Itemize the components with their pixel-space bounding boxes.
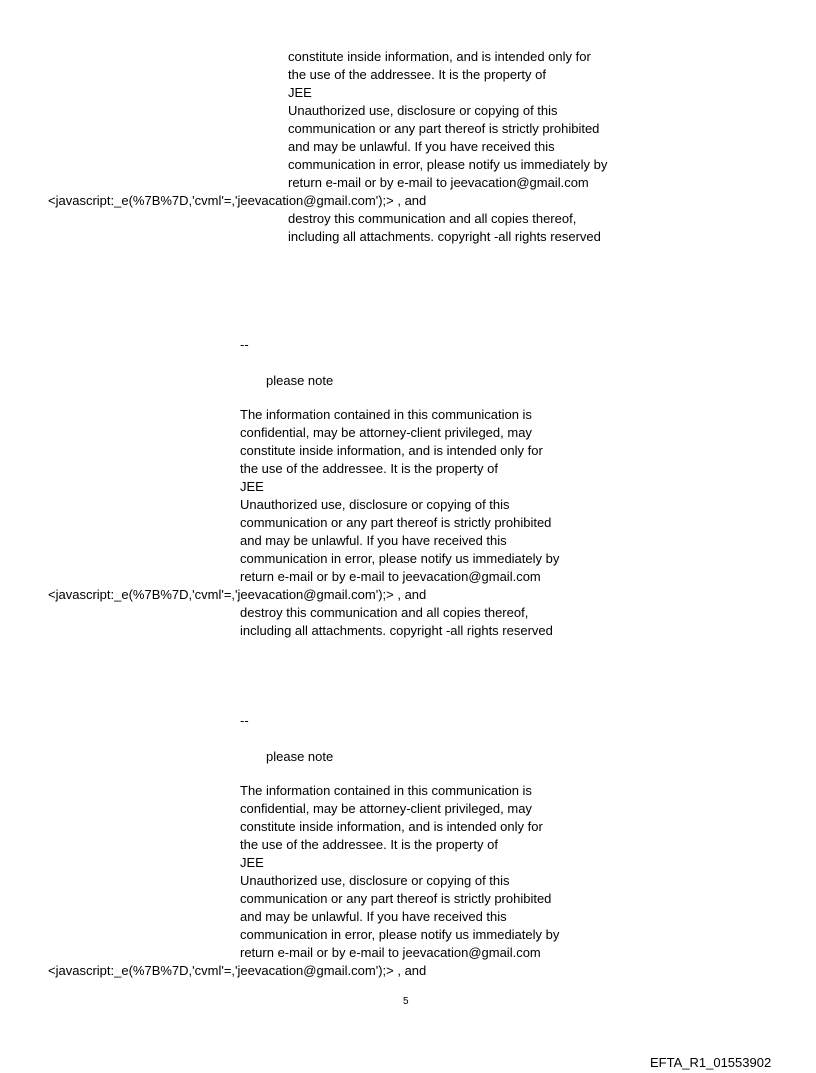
disclaimer-line: communication or any part thereof is strictly prohibited	[240, 515, 552, 530]
disclaimer-line: JEE	[240, 479, 264, 494]
disclaimer-line: the use of the addressee. It is the property of	[240, 461, 498, 476]
disclaimer-line: including all attachments. copyright -all rights reserved	[288, 229, 601, 244]
bates-number: EFTA_R1_01553902	[650, 1055, 772, 1070]
disclaimer-line: destroy this communication and all copies thereof,	[240, 605, 529, 620]
page-number: 5	[403, 996, 409, 1007]
disclaimer-line: constitute inside information, and is intended only for	[240, 819, 543, 834]
disclaimer-line: Unauthorized use, disclosure or copying of this	[240, 497, 510, 512]
disclaimer-line: communication in error, please notify us immediately by	[240, 927, 560, 942]
disclaimer-line: destroy this communication and all copies thereof,	[288, 211, 577, 226]
disclaimer-line: JEE	[240, 855, 264, 870]
disclaimer-line: the use of the addressee. It is the property of	[288, 67, 546, 82]
disclaimer-line: return e-mail or by e-mail to jeevacation@gmail.com	[240, 945, 541, 960]
disclaimer-line: return e-mail or by e-mail to jeevacation@gmail.com	[288, 175, 589, 190]
disclaimer-line: Unauthorized use, disclosure or copying of this	[240, 873, 510, 888]
disclaimer-line: confidential, may be attorney-client privileged, may	[240, 801, 532, 816]
separator: --	[240, 713, 249, 728]
disclaimer-line: JEE	[288, 85, 312, 100]
please-note: please note	[266, 749, 334, 764]
disclaimer-line: communication in error, please notify us immediately by	[288, 157, 608, 172]
disclaimer-line: constitute inside information, and is intended only for	[288, 49, 591, 64]
disclaimer-line: constitute inside information, and is intended only for	[240, 443, 543, 458]
disclaimer-line: Unauthorized use, disclosure or copying of this	[288, 103, 558, 118]
disclaimer-line: the use of the addressee. It is the property of	[240, 837, 498, 852]
disclaimer-line: confidential, may be attorney-client privileged, may	[240, 425, 532, 440]
disclaimer-line: and may be unlawful. If you have received this	[240, 533, 507, 548]
separator: --	[240, 337, 249, 352]
disclaimer-line: including all attachments. copyright -all rights reserved	[240, 623, 553, 638]
disclaimer-line: communication or any part thereof is strictly prohibited	[240, 891, 552, 906]
disclaimer-line: and may be unlawful. If you have received this	[288, 139, 555, 154]
disclaimer-line: communication in error, please notify us immediately by	[240, 551, 560, 566]
disclaimer-line: return e-mail or by e-mail to jeevacation@gmail.com	[240, 569, 541, 584]
javascript-mailto-line: <javascript:_e(%7B%7D,'cvml'=,'jeevacation@gmail.com');> , and	[48, 193, 427, 208]
javascript-mailto-line: <javascript:_e(%7B%7D,'cvml'=,'jeevacation@gmail.com');> , and	[48, 963, 427, 978]
disclaimer-line: The information contained in this communication is	[240, 407, 532, 422]
disclaimer-line: and may be unlawful. If you have received this	[240, 909, 507, 924]
javascript-mailto-line: <javascript:_e(%7B%7D,'cvml'=,'jeevacation@gmail.com');> , and	[48, 587, 427, 602]
please-note: please note	[266, 373, 334, 388]
disclaimer-line: communication or any part thereof is strictly prohibited	[288, 121, 600, 136]
disclaimer-line: The information contained in this communication is	[240, 783, 532, 798]
